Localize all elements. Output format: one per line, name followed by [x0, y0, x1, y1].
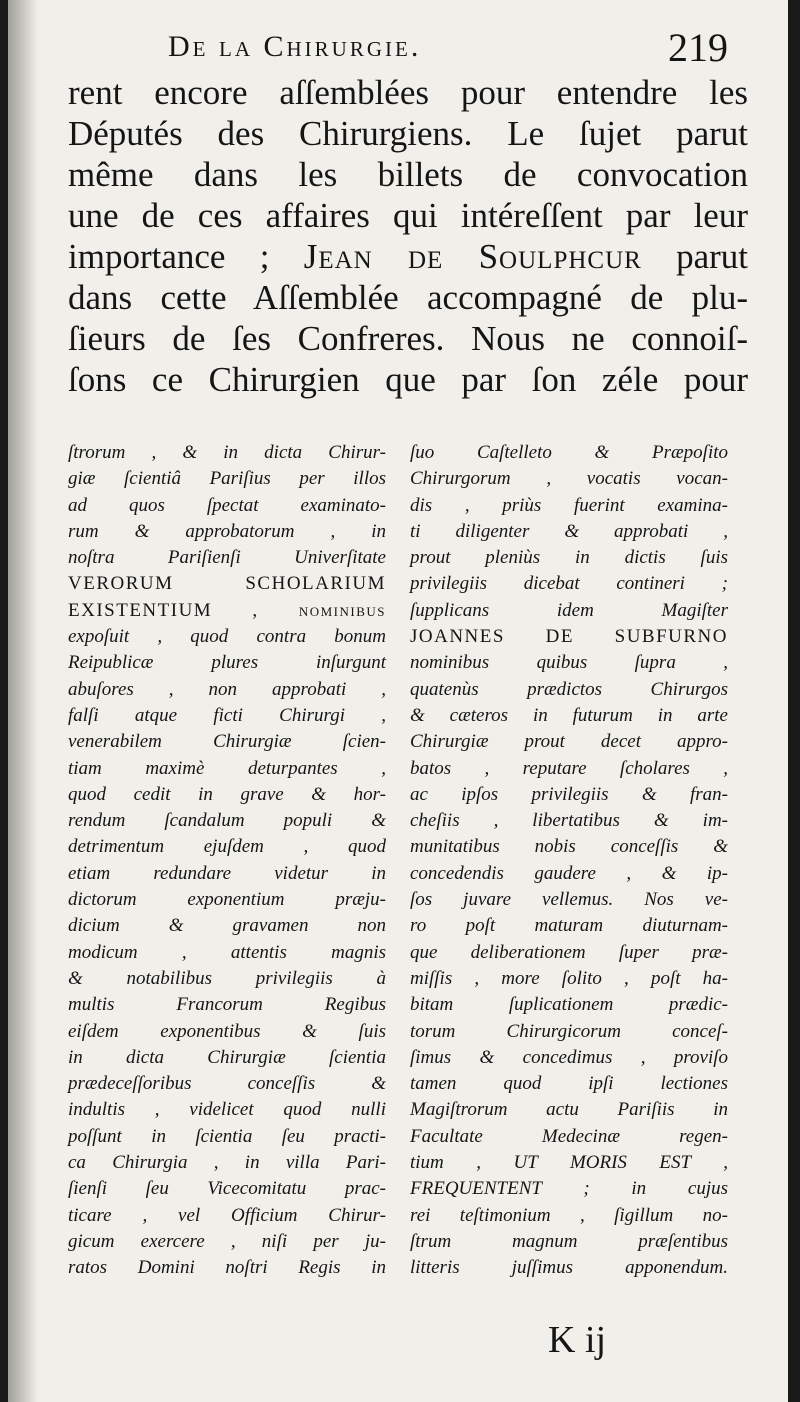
column-line: torum Chirurgicorum conceſ-	[410, 1020, 728, 1042]
main-text-fragment: importance ;	[68, 237, 304, 276]
column-line: & cæteros in futurum in arte	[410, 704, 728, 726]
book-page	[8, 0, 788, 1402]
column-line: tiam maximè deturpantes ,	[68, 757, 386, 779]
main-text-line: Députés des Chirurgiens. Le ſujet parut	[68, 114, 748, 153]
column-line: detrimentum ejuſdem , quod	[68, 836, 386, 858]
column-line: giæ ſcientiâ Pariſius per illos	[68, 468, 386, 490]
column-line: rei teſtimonium , ſigillum no-	[410, 1204, 728, 1226]
main-text-line: une de ces affaires qui intéreſſent par leur	[68, 196, 748, 235]
column-line: ſos juvare vellemus. Nos ve-	[410, 889, 728, 911]
column-line: Chirurgorum , vocatis vocan-	[410, 468, 728, 490]
column-line: Magiſtrorum actu Pariſiis in	[410, 1099, 728, 1121]
column-line: prædeceſſoribus conceſſis &	[68, 1073, 386, 1095]
column-line: noſtra Pariſienſi Univerſitate	[68, 547, 386, 569]
main-text-line: même dans les billets de convocation	[68, 155, 748, 194]
column-line: ratos Domini noſtri Regis in	[68, 1257, 386, 1279]
right-column	[410, 440, 728, 1282]
column-line: poſſunt in ſcientia ſeu practi-	[68, 1125, 386, 1147]
column-line: litteris juſſimus apponendum.	[410, 1257, 728, 1279]
column-line: tium , UT MORIS EST ,	[410, 1152, 728, 1174]
column-line: ca Chirurgia , in villa Pari-	[68, 1152, 386, 1174]
column-line: Chirurgiæ prout decet appro-	[410, 731, 728, 753]
column-line: eiſdem exponentibus & ſuis	[68, 1020, 386, 1042]
main-text-line: ſieurs de ſes Confreres. Nous ne connoiſ-	[68, 319, 748, 358]
column-line: rum & approbatorum , in	[68, 520, 386, 542]
column-line: indultis , videlicet quod nulli	[68, 1099, 386, 1121]
signature-mark: K ij	[548, 1319, 607, 1361]
column-line: concedendis gaudere , & ip-	[410, 862, 728, 884]
column-line: miſſis , more ſolito , poſt ha-	[410, 967, 728, 989]
column-line: ti diligenter & approbati ,	[410, 520, 728, 542]
column-line: ſtrum magnum præſentibus	[410, 1230, 728, 1252]
column-line: ſienſi ſeu Vicecomitatu prac-	[68, 1178, 386, 1200]
column-line: nominibus quibus ſupra ,	[410, 652, 728, 674]
running-title: De la Chirurgie.	[168, 30, 422, 63]
column-line: gicum exercere , niſi per ju-	[68, 1230, 386, 1252]
column-line: EXISTENTIUM , nominibus	[68, 599, 386, 621]
column-line: ac ipſos privilegiis & fran-	[410, 783, 728, 805]
column-line: etiam redundare videtur in	[68, 862, 386, 884]
column-line: Facultate Medecinæ regen-	[410, 1125, 728, 1147]
left-column	[68, 440, 386, 1282]
column-line: & notabilibus privilegiis à	[68, 967, 386, 989]
column-line: ſupplicans idem Magiſter	[410, 599, 728, 621]
main-text-line: rent encore aſſemblées pour entendre les	[68, 73, 748, 112]
column-line: Reipublicæ plures inſurgunt	[68, 652, 386, 674]
main-text-line: ſons ce Chirurgien que par ſon zéle pour	[68, 360, 748, 399]
column-line: multis Francorum Regibus	[68, 994, 386, 1016]
main-text-line	[68, 236, 748, 277]
column-line: quod cedit in grave & hor-	[68, 783, 386, 805]
column-line: cheſiis , libertatibus & im-	[410, 810, 728, 832]
column-line: JOANNES DE SUBFURNO	[410, 626, 728, 648]
column-line: expoſuit , quod contra bonum	[68, 626, 386, 648]
binding-shadow	[8, 0, 38, 1402]
column-line: abuſores , non approbati ,	[68, 678, 386, 700]
column-line: ſtrorum , & in dicta Chirur-	[68, 442, 386, 463]
column-line: dictorum exponentium præju-	[68, 889, 386, 911]
main-text-line: dans cette Aſſemblée accompagné de plu-	[68, 278, 748, 317]
column-line: privilegiis dicebat contineri ;	[410, 573, 728, 595]
column-line: modicum , attentis magnis	[68, 941, 386, 963]
column-line: ſimus & concedimus , proviſo	[410, 1046, 728, 1068]
column-line: ad quos ſpectat examinato-	[68, 494, 386, 516]
column-line: ro poſt maturam diuturnam-	[410, 915, 728, 937]
column-line: falſi atque ficti Chirurgi ,	[68, 704, 386, 726]
column-line: VERORUM SCHOLARIUM	[68, 573, 386, 595]
column-line: ticare , vel Officium Chirur-	[68, 1204, 386, 1226]
column-line: dicium & gravamen non	[68, 915, 386, 937]
main-text-fragment: parut	[641, 237, 749, 276]
column-line: prout pleniùs in dictis ſuis	[410, 547, 728, 569]
main-text-block	[68, 72, 748, 400]
column-line: munitatibus nobis conceſſis &	[410, 836, 728, 858]
column-line: rendum ſcandalum populi &	[68, 810, 386, 832]
column-line: dis , priùs fuerint examina-	[410, 494, 728, 516]
column-line: venerabilem Chirurgiæ ſcien-	[68, 731, 386, 753]
column-line: que deliberationem ſuper præ-	[410, 941, 728, 963]
column-line: tamen quod ipſi lectiones	[410, 1073, 728, 1095]
column-line: FREQUENTENT ; in cujus	[410, 1178, 728, 1200]
column-line: ſuo Caſtelleto & Præpoſito	[410, 442, 728, 463]
column-line: bitam ſuplicationem prædic-	[410, 994, 728, 1016]
column-line: batos , reputare ſcholares ,	[410, 757, 728, 779]
page-number: 219	[668, 25, 728, 70]
column-line: in dicta Chirurgiæ ſcientia	[68, 1046, 386, 1068]
column-line: quatenùs prædictos Chirurgos	[410, 678, 728, 700]
surgeon-name: Jean de Soulphcur	[303, 237, 642, 276]
